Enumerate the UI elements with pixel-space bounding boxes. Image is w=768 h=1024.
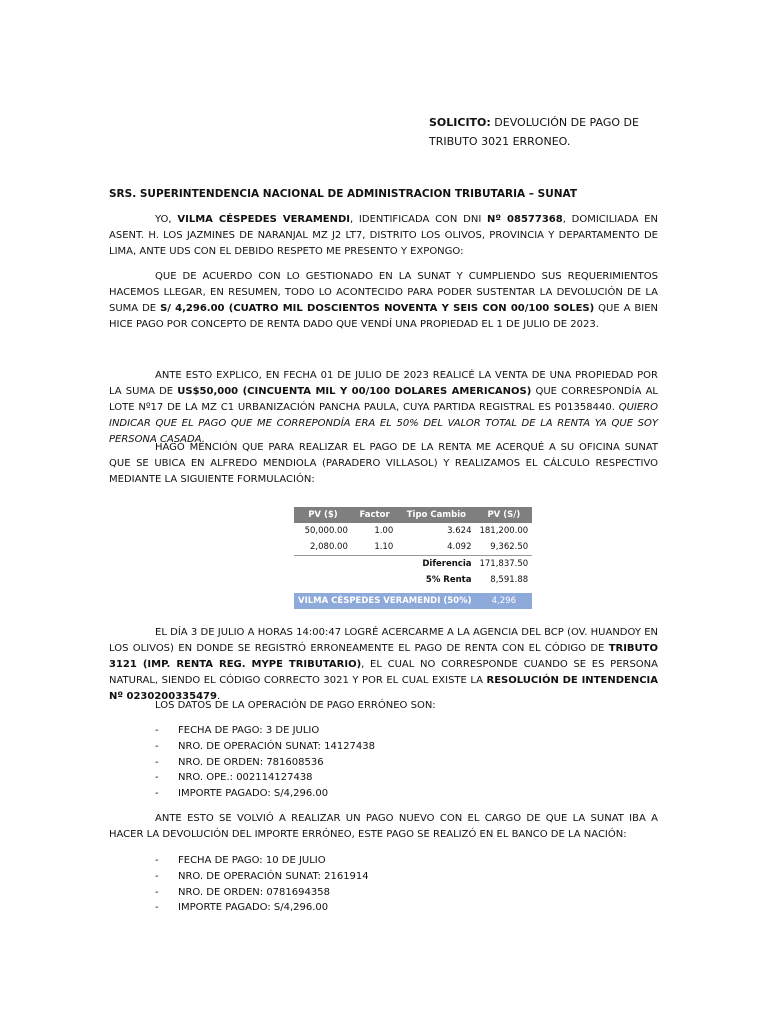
col-header-pv-usd: PV ($) <box>294 507 352 523</box>
list-item <box>155 900 369 916</box>
solicito-text: DEVOLUCIÓN DE PAGO DE TRIBUTO 3021 ERRONEO. <box>429 116 639 148</box>
highlight-label: VILMA CÉSPEDES VERAMENDI (50%) <box>294 593 475 609</box>
p5-text-a: EL DÍA 3 DE JULIO A HORAS 14:00:47 LOGRÉ ACERCARME A LA AGENCIA DEL BCP (OV. HUANDOY EN LOS OLIVOS) EN DONDE SE REGISTRÓ ERRONEAMENTE EL PAGO DE RENTA CON EL CÓDIGO DE <box>109 627 658 654</box>
diferencia-label: Diferencia <box>397 556 475 573</box>
solicito-label: SOLICITO: <box>429 116 491 129</box>
dash-bullet: - <box>155 725 159 736</box>
paragraph-sale <box>109 368 658 448</box>
paragraph-error <box>109 625 658 705</box>
p5-text-b: , EL CUAL NO CORRESPONDE CUANDO SE ES PERSONA NATURAL, SIENDO EL CÓDIGO CORRECTO 3021 Y POR EL CUAL EXISTE LA <box>109 659 659 686</box>
diferencia-value: 171,837.50 <box>475 556 532 573</box>
highlight-value: 4,296 <box>475 593 532 609</box>
applicant-dni: Nº 08577368 <box>487 214 563 225</box>
dash-bullet: - <box>155 870 159 882</box>
p3-text-a: ANTE ESTO EXPLICO, EN FECHA 01 DE JULIO DE 2023 REALICÉ LA VENTA DE UNA PROPIEDAD POR LA SUMA DE <box>109 370 658 397</box>
paragraph-new-payment: ANTE ESTO SE VOLVIÓ A REALIZAR UN PAGO NUEVO CON EL CARGO DE QUE LA SUNAT IBA A HACER LA DEVOLUCIÓN DEL IMPORTE ERRÓNEO, ESTE PAGO SE REALIZÓ EN EL BANCO DE LA NACIÓN: <box>109 813 658 840</box>
resolucion: RESOLUCIÓN DE INTENDENCIA Nº 0230200335479 <box>109 675 658 702</box>
cell: 1.00 <box>374 526 394 536</box>
list-item <box>155 853 369 869</box>
dash-bullet: - <box>155 756 159 768</box>
p1-text-b: , IDENTIFICADA CON DNI <box>350 214 487 225</box>
p2-text-a: QUE DE ACUERDO CON LO GESTIONADO EN LA SUNAT Y CUMPLIENDO SUS REQUERIMIENTOS HACEMOS LLEGAR, EN RESUMEN, TODO LO ACONTECIDO PARA PODER SUSTENTAR LA DEVOLUCIÓN DE LA SUMA DE <box>109 271 658 314</box>
sale-amount: US$50,000 (CINCUENTA MIL Y 00/100 DOLARES AMERICANOS) <box>177 386 532 397</box>
cell: 2,080.00 <box>310 542 348 552</box>
dash-bullet: - <box>155 902 159 914</box>
paragraph-request <box>109 269 658 333</box>
list-item-text: IMPORTE PAGADO: S/4,296.00 <box>178 902 329 914</box>
table-row <box>294 523 532 539</box>
p3-italic-note: QUIERO INDICAR QUE EL PAGO QUE ME CORREPONDÍA ERA EL 50% DEL VALOR TOTAL DE LA RENTA YA QUE SOY PERSONA CASADA. <box>109 402 658 445</box>
empty-cell <box>294 556 352 573</box>
calculation-table <box>294 507 532 609</box>
paragraph-calculation: HAGO MENCIÓN QUE PARA REALIZAR EL PAGO DE LA RENTA ME ACERQUÉ A SU OFICINA SUNAT QUE SE UBICA EN ALFREDO MENDIOLA (PARADERO VILLASOL) Y REALIZAMOS EL CÁLCULO RESPECTIVO MEDIANTE LA SIGUIENTE FORMULACIÓN: <box>109 442 658 485</box>
new-payment-list <box>155 853 369 916</box>
empty-cell <box>294 572 352 588</box>
list-item-text: NRO. OPE.: 002114127438 <box>178 772 313 784</box>
p1-text-c: , DOMICILIADA EN ASENT. H. LOS JAZMINES DE NARANJAL MZ J2 LT7, DISTRITO LOS OLIVOS, PROVINCIA Y DEPARTAMENTO DE LIMA, ANTE UDS CON EL DEBIDO RESPETO ME PRESENTO Y EXPONGO: <box>109 214 658 257</box>
list-item <box>155 739 375 755</box>
col-header-tipo-cambio: Tipo Cambio <box>397 507 475 523</box>
list-item <box>155 885 369 901</box>
paragraph-intro <box>109 212 658 260</box>
list-item-text: FECHA DE PAGO: 10 DE JULIO <box>178 855 326 866</box>
refund-amount: S/ 4,296.00 (CUATRO MIL DOSCIENTOS NOVENTA Y SEIS CON 00/100 SOLES) <box>160 303 595 314</box>
cell: 50,000.00 <box>304 526 348 536</box>
list-item-text: IMPORTE PAGADO: S/4,296.00 <box>178 788 329 800</box>
dash-bullet: - <box>155 740 159 752</box>
addressee: SRS. SUPERINTENDENCIA NACIONAL DE ADMINISTRACION TRIBUTARIA – SUNAT <box>109 188 578 200</box>
cell: 181,200.00 <box>479 526 529 536</box>
dash-bullet: - <box>155 772 159 784</box>
col-header-factor: Factor <box>352 507 397 523</box>
dash-bullet: - <box>155 788 159 800</box>
cell: 3.624 <box>447 526 472 536</box>
list-item <box>155 755 375 771</box>
dash-bullet: - <box>155 886 159 898</box>
list-item-text: NRO. DE OPERACIÓN SUNAT: 14127438 <box>178 740 376 752</box>
renta-label: 5% Renta <box>425 575 472 585</box>
highlight-row <box>294 593 532 609</box>
diferencia-row <box>294 556 532 573</box>
p1-text-a: YO, <box>155 214 178 225</box>
list-item <box>155 723 375 739</box>
solicito-header <box>429 113 669 151</box>
paragraph-erroneous-data: LOS DATOS DE LA OPERACIÓN DE PAGO ERRÓNEO SON: <box>155 700 436 711</box>
cell: 4.092 <box>447 542 472 552</box>
renta-row <box>294 572 532 588</box>
list-item-text: NRO. DE ORDEN: 0781694358 <box>178 886 330 898</box>
empty-cell <box>352 556 397 573</box>
list-item-text: NRO. DE ORDEN: 781608536 <box>178 756 324 768</box>
cell: 9,362.50 <box>490 542 529 552</box>
cell: 1.10 <box>374 542 394 552</box>
applicant-name: VILMA CÉSPEDES VERAMENDI <box>177 214 351 225</box>
wrong-tributo: TRIBUTO 3121 (IMP. RENTA REG. MYPE TRIBUTARIO) <box>109 643 658 670</box>
dash-bullet: - <box>155 855 159 866</box>
list-item-text: NRO. DE OPERACIÓN SUNAT: 2161914 <box>178 870 369 882</box>
table-row <box>294 539 532 556</box>
renta-value: 8,591.88 <box>490 575 529 585</box>
p2-text-b: QUE A BIEN HICE PAGO POR CONCEPTO DE RENTA DADO QUE VENDÍ UNA PROPIEDAD EL 1 DE JULIO DE 2023. <box>109 303 658 330</box>
p3-text-b: QUE CORRESPONDÍA AL LOTE Nº17 DE LA MZ C1 URBANIZACIÓN PANCHA PAULA, CUYA PARTIDA REGISTRAL ES P01358440. <box>109 386 658 413</box>
list-item <box>155 770 375 786</box>
col-header-pv-soles: PV (S/) <box>475 507 532 523</box>
empty-cell <box>352 572 397 588</box>
list-item <box>155 786 375 802</box>
table-header-row <box>294 507 532 523</box>
erroneous-payment-list <box>155 723 375 802</box>
list-item-text: FECHA DE PAGO: 3 DE JULIO <box>178 725 320 736</box>
list-item <box>155 869 369 885</box>
p5-text-c: . <box>216 691 221 702</box>
